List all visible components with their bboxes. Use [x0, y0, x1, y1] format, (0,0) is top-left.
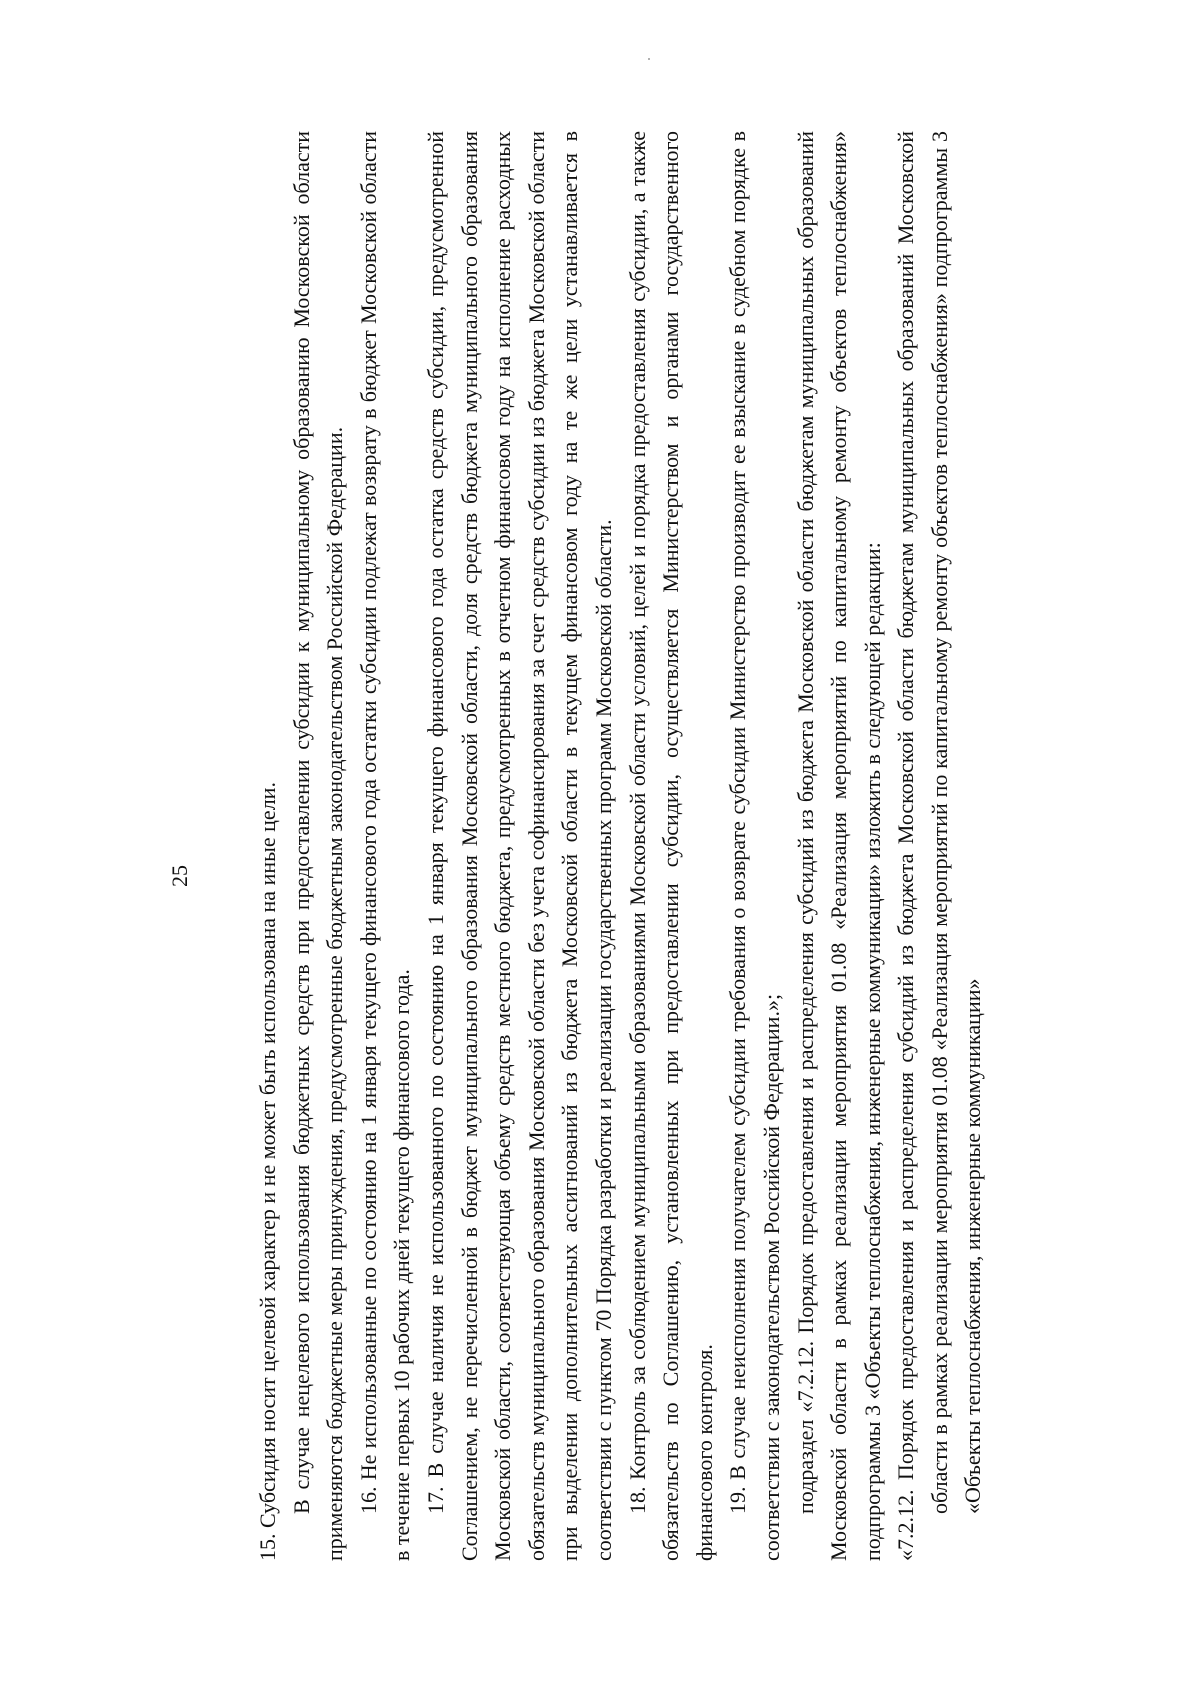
page-number: 25	[167, 865, 192, 887]
amendment-instruction: подраздел «7.2.12. Порядок предоставления и распределения субсидий из бюджета Московской области бюджетам муниципальных образований Московской области в рамках реализации мероприятия 01.08 «Реализация мероприятий по капитальному ремонту объектов теплоснабжения» подпрограммы 3 «Объекты теплоснабжения, инженерные коммуникации» изложить в следующей редакции:	[792, 131, 885, 1561]
text-block	[251, 131, 990, 1561]
paragraph-15: 15. Субсидия носит целевой характер и не может быть использована на иные цели.	[255, 782, 280, 1561]
paragraph-17: 17. В случае наличия не использованного по состоянию на 1 января текущего финансового года остатка средств субсидии, предусмотренной Соглашением, не перечисленной в бюджет муниципального образования Московской области, доля средств бюджета муниципального образования Московской области, соответствующая объему средств местного бюджета, предусмотренных в отчетном финансовом году на исполнение расходных обязательств муниципального образования Московской области без учета софинансирования за счет средств субсидии из бюджета Московской области при выделении дополнительных ассигнований из бюджета Московской области в текущем финансовом году на те же цели устанавливается в соответствии с пунктом 70 Порядка разработки и реализации государственных программ Московской области.	[422, 131, 616, 1561]
paragraph-19: 19. В случае неисполнения получателем субсидии требования о возврате субсидии Министерство производит ее взыскание в судебном порядке в соответствии с законодательством Российской Федерации.»;	[725, 131, 784, 1561]
paragraph-16: 16. Не использованные по состоянию на 1 января текущего финансового года остатки субсидии подлежат возврату в бюджет Московской области в течение первых 10 рабочих дней текущего финансового года.	[355, 131, 415, 1561]
paragraph-15-misuse: В случае нецелевого использования бюджетных средств при предоставлении субсидии к муниципальному образованию Московской области применяются бюджетные меры принуждения, предусмотренные бюджетным законодательством Российской Федерации.	[288, 131, 348, 1561]
document-body	[165, 56, 1175, 1696]
quoted-section-heading: «7.2.12. Порядок предоставления и распределения субсидий из бюджета Московской области бюджетам муниципальных образований Московской области в рамках реализации мероприятия 01.08 «Реализация мероприятий по капитальному ремонту объектов теплоснабжения» подпрограммы 3 «Объекты теплоснабжения, инженерные коммуникации»	[893, 131, 986, 1561]
paragraph-18: 18. Контроль за соблюдением муниципальными образованиями Московской области условий, целей и порядка предоставления субсидии, а также обязательств по Соглашению, установленных при предоставлении субсидии, осуществляется Министерством и органами государственного финансового контроля.	[624, 131, 717, 1561]
rotated-document	[165, 56, 1175, 1696]
